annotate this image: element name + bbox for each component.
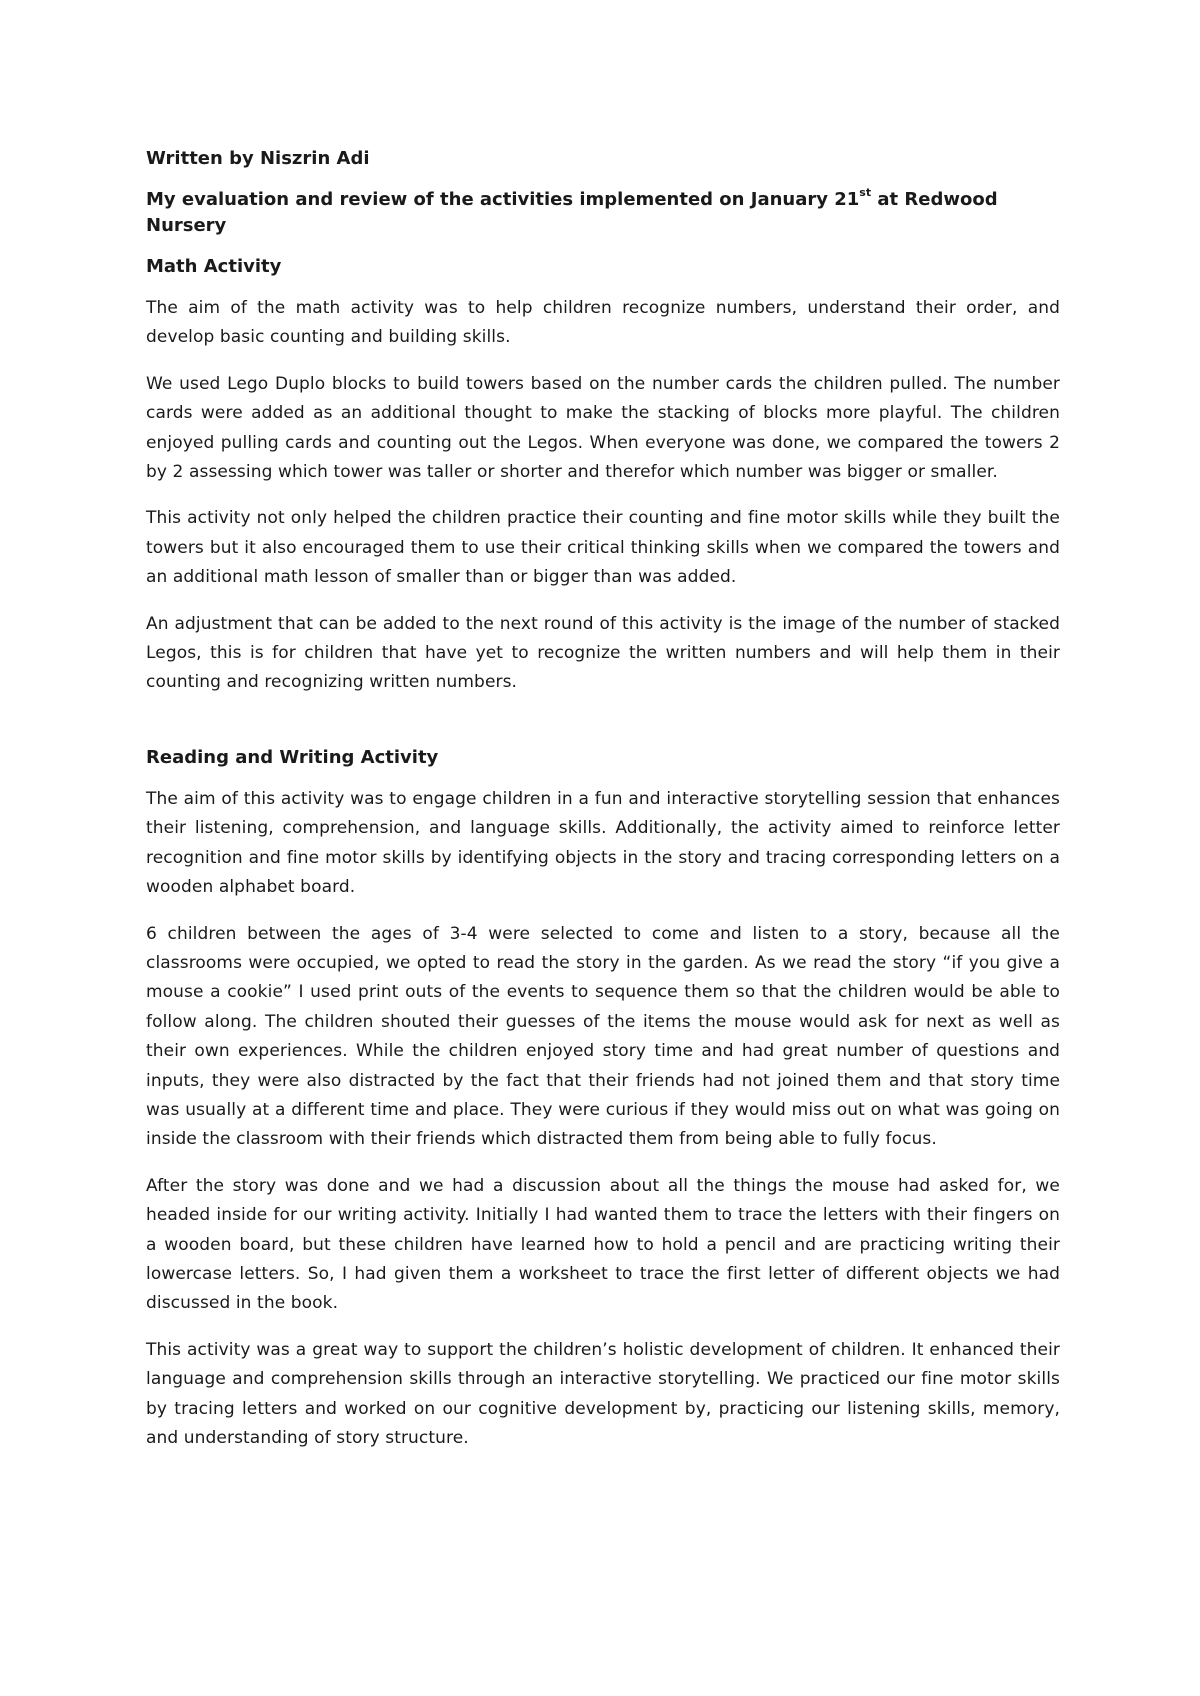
reading-paragraph: After the story was done and we had a discussion about all the things the mouse had asked for, we headed inside for our writing activity. Initially I had wanted them to trace the letters with their fingers on a wooden board, but these children have learned how to hold a pencil and are practicing writing their lowercase letters. So, I had given them a worksheet to trace the first letter of different objects we had discussed in the book. [146,1175,1060,1314]
math-paragraph: This activity not only helped the children practice their counting and fine motor skills while they built the towers but it also encouraged them to use their critical thinking skills when we compared the towers and an additional math lesson of smaller than or bigger than was added. [146,508,1060,588]
evaluation-title-suffix: at Redwood Nursery [146,189,998,236]
reading-paragraph: 6 children between the ages of 3-4 were selected to come and listen to a story, because all the classrooms were occupied, we opted to read the story in the garden. As we read the story “if you give a mouse a cookie” I used print outs of the events to sequence them so that the children would be able to follow along. The children shouted their guesses of the items the mouse would ask for next as well as their own experiences. While the children enjoyed story time and had great number of questions and inputs, they were also distracted by the fact that their friends had not joined them and that story time was usually at a different time and place. They were curious if they would miss out on what was going on inside the classroom with their friends which distracted them from being able to fully focus. [146,923,1060,1150]
math-activity-section [146,254,1060,698]
reading-writing-activity-section [146,745,1060,1454]
reading-paragraph: This activity was a great way to support the children’s holistic development of children. It enhanced their language and comprehension skills through an interactive storytelling. We practiced our fine motor skills by tracing letters and worked on our cognitive development by, practicing our listening skills, memory, and understanding of story structure. [146,1339,1060,1448]
evaluation-title-ordinal: st [859,186,872,199]
evaluation-title-prefix: My evaluation and review of the activities implemented on January 21 [146,189,860,210]
math-paragraph: We used Lego Duplo blocks to build towers based on the number cards the children pulled. The number cards were added as an additional thought to make the stacking of blocks more playful. The children enjoyed pulling cards and counting out the Legos. When everyone was done, we compared the towers 2 by 2 assessing which tower was taller or shorter and therefor which number was bigger or smaller. [146,373,1060,483]
math-activity-heading: Math Activity [146,256,282,277]
reading-writing-activity-heading: Reading and Writing Activity [146,746,439,768]
math-paragraph: The aim of the math activity was to help children recognize numbers, understand their order, and develop basic counting and building skills. [146,298,1060,348]
reading-paragraph: The aim of this activity was to engage children in a fun and interactive storytelling session that enhances their listening, comprehension, and language skills. Additionally, the activity aimed to reinforce letter recognition and fine motor skills by identifying objects in the story and tracing corresponding letters on a wooden alphabet board. [146,788,1060,898]
document-page [146,140,1060,1470]
math-paragraph: An adjustment that can be added to the next round of this activity is the image of the number of stacked Legos, this is for children that have yet to recognize the written numbers and will help them in their counting and recognizing written numbers. [146,613,1060,693]
evaluation-title [146,187,1060,239]
author-line: Written by Niszrin Adi [146,148,370,169]
